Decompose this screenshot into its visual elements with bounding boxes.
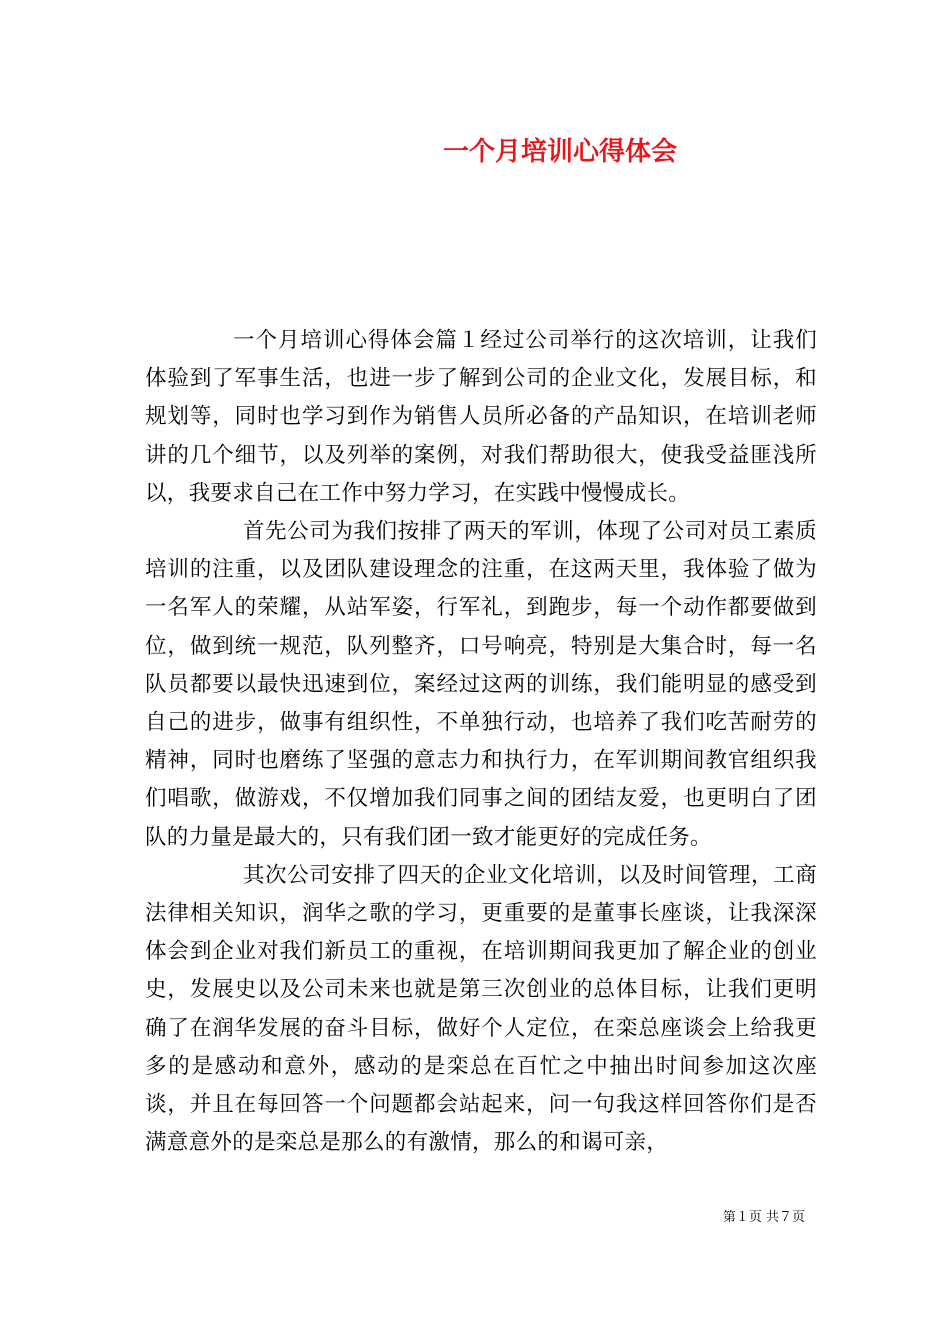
document-body bbox=[145, 322, 817, 1162]
paragraph-2: 首先公司为我们按排了两天的军训，体现了公司对员工素质培训的注重，以及团队建设理念的注重，在这两天里，我体验了做为一名军人的荣耀，从站军姿，行军礼，到跑步，每一个动作都要做到位，做到统一规范，队列整齐，口号响亮，特别是大集合时，每一名队员都要以最快迅速到位，案经过这两的训练，我们能明显的感受到自己的进步，做事有组织性，不单独行动，也培养了我们吃苦耐劳的精神，同时也磨练了坚强的意志力和执行力，在军训期间教官组织我们唱歌，做游戏，不仅增加我们同事之间的团结友爱，也更明白了团队的力量是最大的，只有我们团一致才能更好的完成任务。 bbox=[145, 519, 817, 850]
document-title: 一个月培训心得体会 bbox=[442, 137, 677, 167]
paragraph-1: 一个月培训心得体会篇１经过公司举行的这次培训，让我们体验到了军事生活，也进一步了解到公司的企业文化，发展目标，和规划等，同时也学习到作为销售人员所必备的产品知识，在培训老师讲的几个细节，以及列举的案例，对我们帮助很大，使我受益匪浅所以，我要求自己在工作中努力学习，在实践中慢慢成长。 bbox=[145, 328, 817, 506]
page-number-footer: 第１页 共７页 bbox=[722, 1210, 805, 1225]
paragraph-3: 其次公司安排了四天的企业文化培训，以及时间管理，工商法律相关知识，润华之歌的学习，更重要的是董事长座谈，让我深深体会到企业对我们新员工的重视，在培训期间我更加了解企业的创业史，发展史以及公司未来也就是第三次创业的总体目标，让我们更明确了在润华发展的奋斗目标，做好个人定位，在栾总座谈会上给我更多的是感动和意外，感动的是栾总在百忙之中抽出时间参加这次座谈，并且在每回答一个问题都会站起来，问一句我这样回答你们是否满意意外的是栾总是那么的有激情，那么的和谒可亲， bbox=[145, 862, 817, 1156]
